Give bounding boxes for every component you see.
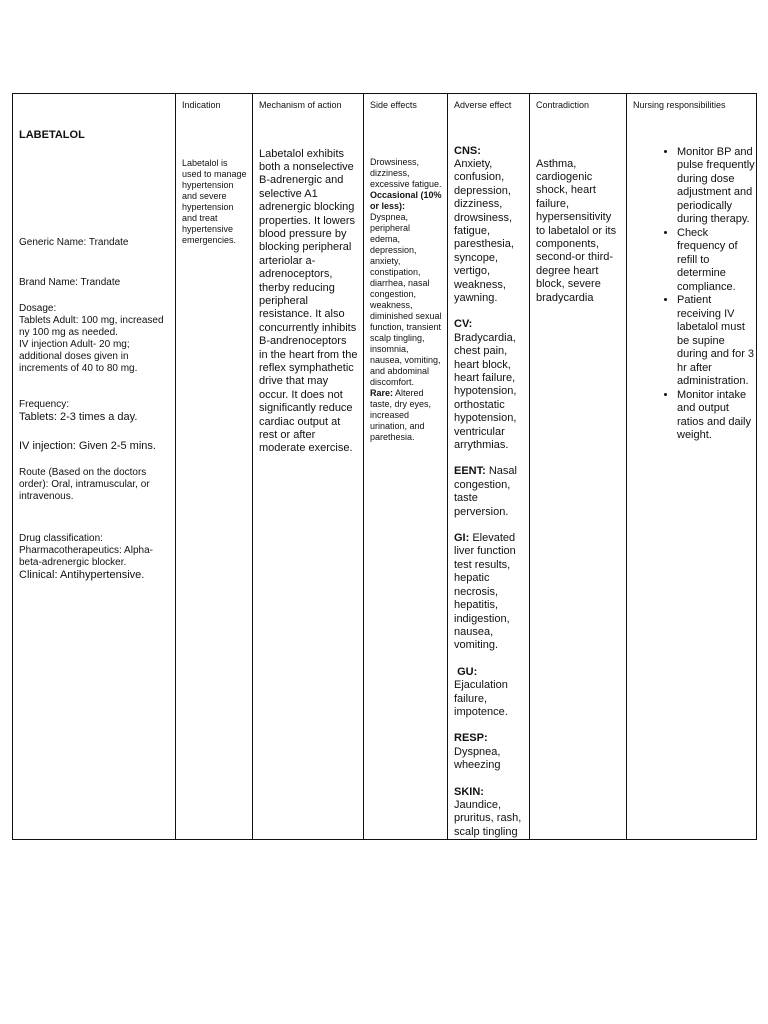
generic-name: Generic Name: Trandate — [19, 236, 129, 248]
brand-name: Brand Name: Trandate — [19, 276, 121, 288]
dosage-label: Dosage: — [19, 302, 57, 314]
adverse-effects-list — [448, 145, 529, 840]
adverse-cv-label: CV: — [454, 318, 473, 331]
adverse-eent-text: Nasal congestion, taste perversion. — [454, 465, 517, 518]
adverse-gu — [454, 666, 524, 720]
side-effects-rare-label: Rare: — [370, 387, 394, 398]
contradiction-text: Asthma, cardiogenic shock, heart failure, hypersensitivity to labetalol or its components, second-or third-degree heart block, severe bradycardia — [536, 157, 617, 304]
header-side-effects: Side effects — [364, 94, 448, 115]
adverse-gi-text: Elevated liver function test results, hepatic necrosis, hepatitis, indigestion, nausea, vomiting. — [454, 532, 516, 652]
adverse-gu-label: GU: — [457, 665, 478, 678]
adverse-cns-text: Anxiety, confusion, depression, dizziness, drowsiness, fatigue, paresthesia, syncope, vertigo, weakness, yawning. — [454, 157, 514, 304]
adverse-resp — [454, 732, 524, 772]
dosage-tablets: Tablets Adult: 100 mg, increased ny 100 mg as needed. — [19, 314, 164, 338]
header-adverse-effect: Adverse effect — [448, 94, 530, 115]
side-effects-frequent: Drowsiness, dizziness, excessive fatigue. — [370, 156, 442, 189]
dosage-iv: IV injection Adult- 20 mg; additional doses given in increments of 40 to 80 mg. — [19, 338, 138, 374]
drug-classification: Drug classification: Pharmacotherapeutics: Alpha-beta-adrenergic blocker. — [19, 533, 153, 569]
side-effects-rare: Altered taste, dry eyes, increased urination, and parethesia. — [370, 387, 432, 442]
nursing-item: • Check frequency of refill to determine compliance. — [677, 227, 756, 295]
adverse-gi — [454, 532, 524, 653]
adverse-cv — [454, 318, 524, 452]
mechanism-text: Labetalol exhibits both a nonselective B-adrenergic and selective A1 adrenergic blocking properties. It lowers blood pressure by blocking peripheral arteriolar a-adrenoceptors, therby reducing peripheral resistance. It also concurrently inhibits B-andrenoceptors in the heart from the reflex symphathetic drive that may occur. It does not significantly reduce cardiac output at rest or after moderate exercise. — [259, 147, 358, 455]
route: Route (Based on the doctors order): Oral, intramuscular, or intravenous. — [19, 467, 150, 503]
indication-cell — [176, 115, 253, 840]
header-row — [13, 94, 757, 115]
header-contradiction: Contradiction — [530, 94, 627, 115]
content-row — [13, 115, 757, 840]
adverse-gi-label: GI: — [454, 532, 470, 545]
side-effects-occasional-label: Occasional (10% or less): — [370, 189, 442, 211]
frequency-label: Frequency: — [19, 398, 70, 410]
nursing-item: • Monitor intake and output ratios and daily weight. — [677, 389, 756, 443]
mechanism-cell — [253, 115, 364, 840]
nursing-cell — [627, 115, 757, 840]
adverse-effects-cell — [448, 115, 530, 840]
adverse-skin-text: Jaundice, pruritus, rash, scalp tingling — [454, 798, 522, 838]
adverse-resp-label: RESP: — [454, 732, 488, 745]
adverse-cv-text: Bradycardia, chest pain, heart block, heart failure, hypotension, orthostatic hypotension, ventricular arrythmias. — [454, 331, 517, 452]
side-effects-block — [364, 157, 447, 443]
drug-card-table — [12, 93, 757, 840]
adverse-resp-text: Dyspnea, wheezing — [454, 745, 501, 772]
adverse-skin-label: SKIN: — [454, 785, 484, 798]
side-effects-cell — [364, 115, 448, 840]
clinical-classification: Clinical: Antihypertensive. — [19, 569, 145, 582]
adverse-eent-label: EENT: — [454, 465, 486, 478]
nursing-list — [627, 146, 756, 443]
adverse-skin — [454, 786, 524, 840]
header-nursing: Nursing responsibilities — [627, 94, 757, 115]
contradiction-cell — [530, 115, 627, 840]
drug-name: LABETALOL — [19, 128, 85, 141]
side-effects-occasional: Dyspnea, peripheral edema, depression, anxiety, constipation, diarrhea, nasal congestion, weakness, diminished sexual function, transient scalp tingling, insomnia, nausea, vomiting, and abdominal discomfort. — [370, 211, 442, 387]
nursing-item: • Monitor BP and pulse frequently during dose adjustment and periodically during therapy. — [677, 146, 756, 227]
frequency-tablets: Tablets: 2-3 times a day. — [19, 410, 138, 423]
header-indication: Indication — [176, 94, 253, 115]
adverse-cns — [454, 145, 524, 306]
adverse-cns-label: CNS: — [454, 144, 481, 157]
header-mechanism: Mechanism of action — [253, 94, 364, 115]
indication-text: Labetalol is used to manage hypertension and severe hypertension and treat hypertensive emergencies. — [182, 157, 247, 245]
adverse-gu-text: Ejaculation failure, impotence. — [454, 679, 508, 718]
frequency-iv: IV injection: Given 2-5 mins. — [19, 439, 156, 452]
header-drug — [13, 94, 176, 115]
adverse-eent — [454, 465, 524, 519]
nursing-item: • Patient receiving IV labetalol must be supine during and for 3 hr after administration. — [677, 294, 756, 389]
drug-info-cell — [13, 115, 176, 840]
